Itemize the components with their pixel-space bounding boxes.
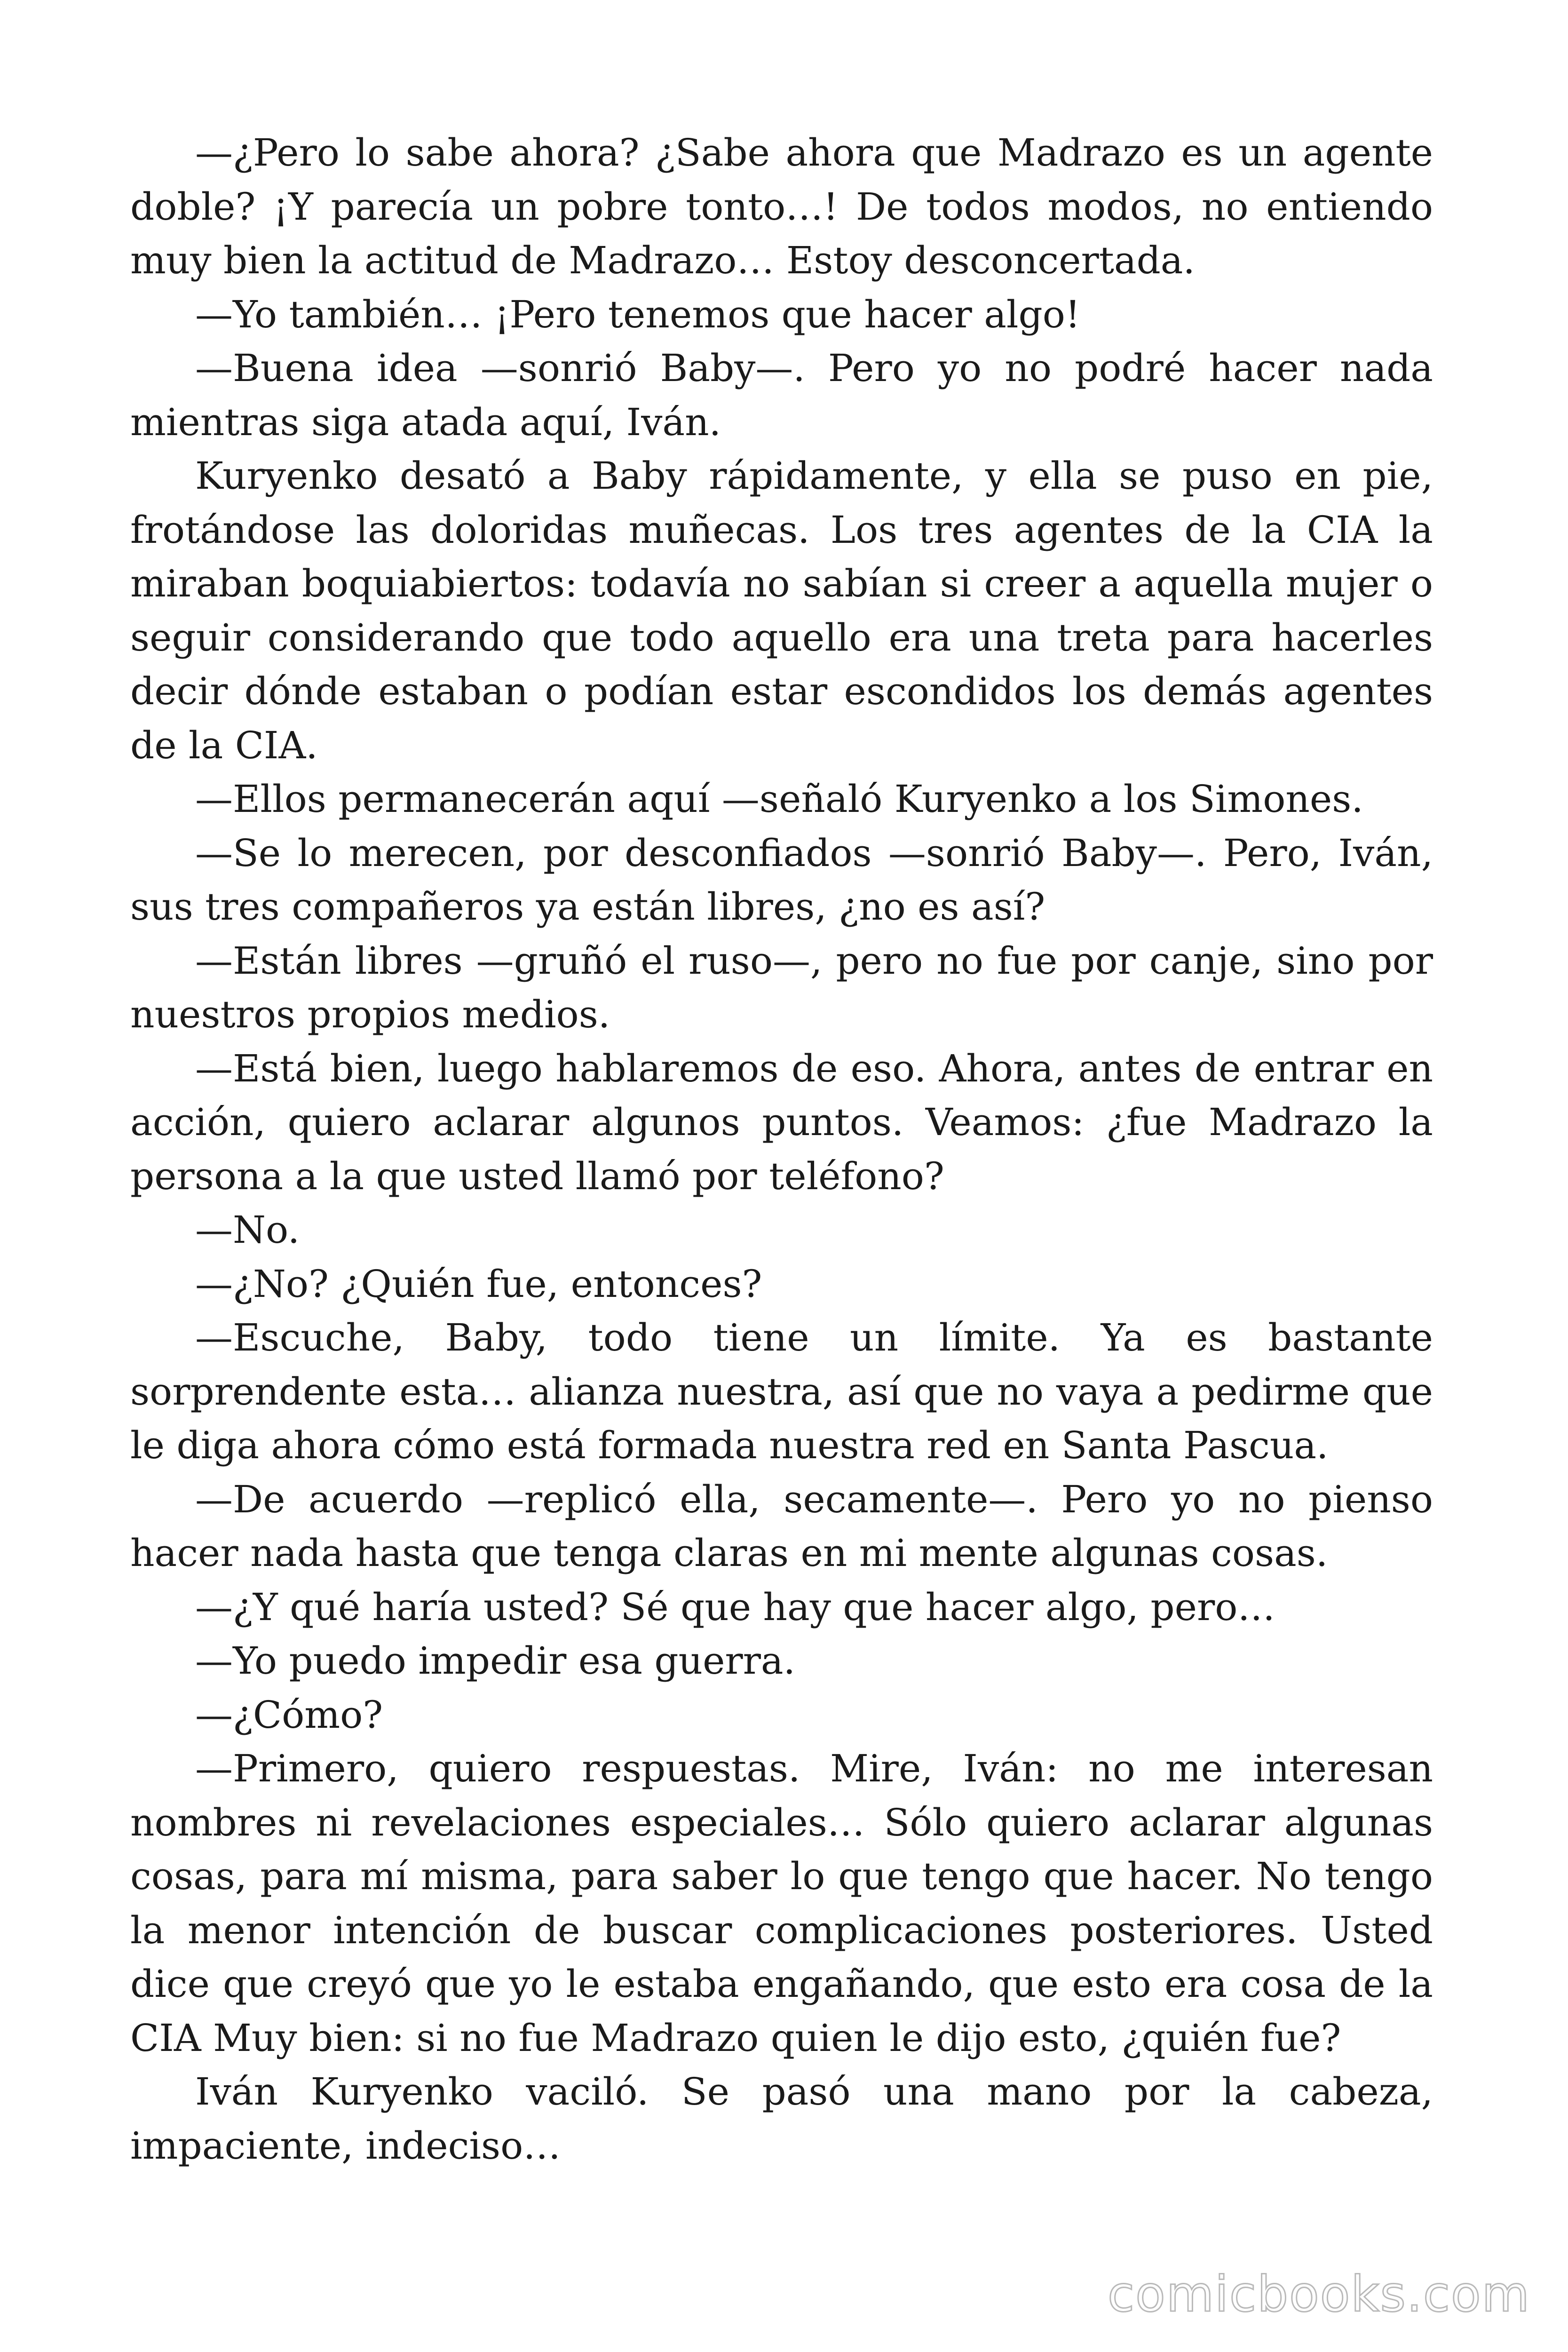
paragraph: Kuryenko desató a Baby rápidamente, y ella se puso en pie, frotándose las doloridas muñecas. Los tres agentes de la CIA la miraban boquiabiertos: todavía no sabían si creer a aquella mujer o seguir considerando que todo aquello era una treta para hacerles decir dónde estaban o podían estar escondidos los demás agentes de la CIA. [130,454,1433,767]
paragraph: —No. [195,1208,300,1252]
paragraph: Iván Kuryenko vaciló. Se pasó una mano por la cabeza, impaciente, indeciso… [130,2070,1433,2168]
paragraph: —¿Pero lo sabe ahora? ¿Sabe ahora que Madrazo es un agente doble? ¡Y parecía un pobre tonto…! De todos modos, no entiendo muy bien la actitud de Madrazo… Estoy desconcertada. [130,131,1433,282]
paragraph: —Se lo merecen, por desconfiados —sonrió Baby—. Pero, Iván, sus tres compañeros ya están libres, ¿no es así? [130,831,1433,929]
paragraph: —¿Cómo? [195,1692,383,1737]
paragraph: —Yo puedo impedir esa guerra. [195,1639,796,1683]
paragraph: —Escuche, Baby, todo tiene un límite. Ya es bastante sorprendente esta… alianza nuestra, así que no vaya a pedirme que le diga ahora cómo está formada nuestra red en Santa Pascua. [130,1316,1433,1467]
paragraph: —De acuerdo —replicó ella, secamente—. Pero yo no pienso hacer nada hasta que tenga claras en mi mente algunas cosas. [130,1477,1433,1575]
paragraph: —Ellos permanecerán aquí —señaló Kuryenko a los Simones. [195,777,1363,821]
body-text [130,126,1433,2173]
paragraph: —Están libres —gruñó el ruso—, pero no fue por canje, sino por nuestros propios medios. [130,938,1433,1036]
paragraph: —Yo también… ¡Pero tenemos que hacer algo! [195,292,1081,336]
paragraph: —¿No? ¿Quién fue, entonces? [195,1262,762,1306]
watermark: comicbooks.com [1107,2265,1530,2323]
paragraph: —Buena idea —sonrió Baby—. Pero yo no podré hacer nada mientras siga atada aquí, Iván. [130,346,1433,444]
paragraph: —Primero, quiero respuestas. Mire, Iván: no me interesan nombres ni revelaciones especiales… Sólo quiero aclarar algunas cosas, para mí misma, para saber lo que tengo que hacer. No tengo la menor intención de buscar complicaciones posteriores. Usted dice que creyó que yo le estaba engañando, que esto era cosa de la CIA Muy bien: si no fue Madrazo quien le dijo esto, ¿quién fue? [130,1747,1433,2060]
paragraph: —Está bien, luego hablaremos de eso. Ahora, antes de entrar en acción, quiero aclarar algunos puntos. Veamos: ¿fue Madrazo la persona a la que usted llamó por teléfono? [130,1046,1433,1198]
paragraph: —¿Y qué haría usted? Sé que hay que hacer algo, pero… [195,1585,1275,1629]
